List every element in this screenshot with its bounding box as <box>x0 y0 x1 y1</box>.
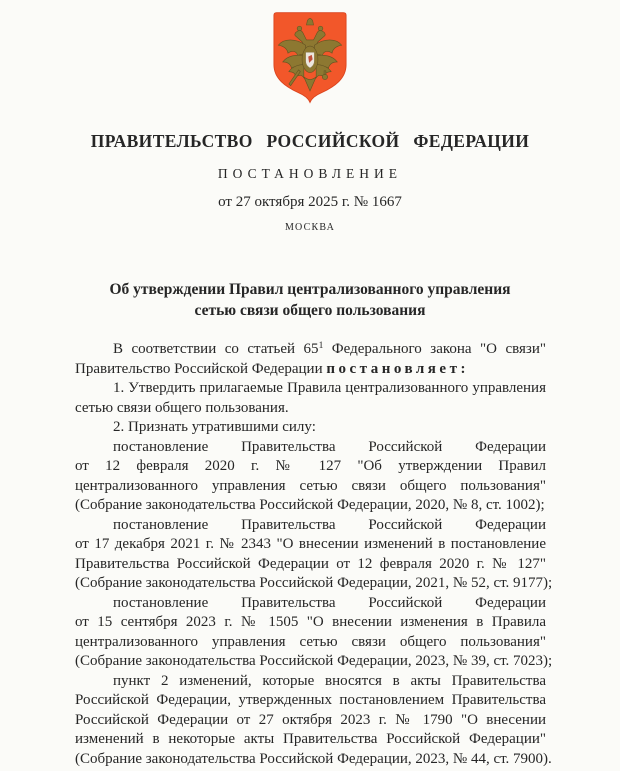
body-line <box>75 672 546 692</box>
body-text-segment: постановление Правительства Российской Федерации <box>113 594 546 611</box>
body-text-segment: постановление Правительства Российской Федерации <box>113 438 546 455</box>
body-text-segment: постановляет: <box>326 360 469 377</box>
body-text-segment: (Собрание законодательства Российской Федерации, 2021, № 52, ст. 9177); <box>75 575 553 591</box>
government-heading: ПРАВИТЕЛЬСТВО РОССИЙСКОЙ ФЕДЕРАЦИИ <box>90 131 530 151</box>
document-title <box>0 279 620 321</box>
body-line <box>75 711 546 731</box>
body-line <box>75 750 552 770</box>
body-text-segment: (Собрание законодательства Российской Федерации, 2020, № 8, ст. 1002); <box>75 497 545 513</box>
decree-document-page <box>0 10 620 771</box>
document-title-line2: сетью связи общего пользования <box>194 302 426 319</box>
body-line <box>75 379 546 399</box>
body-line <box>75 340 546 360</box>
body-text-segment: постановление Правительства Российской Федерации <box>113 516 546 533</box>
body-line <box>75 633 546 653</box>
body-line <box>75 457 546 477</box>
body-text-segment: от 15 сентября 2023 г. № 1505 "О внесении изменения в Правила <box>75 614 546 630</box>
body-text-segment: 1. Утвердить прилагаемые Правила централизованного управления <box>113 380 546 396</box>
body-line <box>75 438 546 458</box>
body-line <box>75 613 546 633</box>
body-text-segment: пункт 2 изменений, которые вносятся в акты Правительства <box>113 672 546 689</box>
body-text-segment: (Собрание законодательства Российской Федерации, 2023, № 44, ст. 7900). <box>75 750 552 767</box>
body-line <box>75 574 553 594</box>
document-type-heading: ПОСТАНОВЛЕНИЕ <box>217 166 403 181</box>
body-text-segment: 2. Признать утратившими силу: <box>113 419 316 435</box>
body-line <box>75 594 546 614</box>
date-and-number: от 27 октября 2025 г. № 1667 <box>218 194 402 210</box>
body-line <box>75 516 546 536</box>
body-text-segment: от 12 февраля 2020 г. № 127 "Об утверждении Правил <box>75 458 546 474</box>
body-line <box>75 555 546 575</box>
body-text-segment: Федерального закона "О связи" <box>323 341 546 357</box>
body-line <box>75 730 546 750</box>
coat-of-arms-icon <box>266 10 354 106</box>
body-line <box>75 418 546 438</box>
body-text-segment: В соответствии со статьей 65 <box>113 341 319 357</box>
body-line <box>75 535 546 555</box>
body-line <box>75 477 546 497</box>
body-line <box>75 652 553 672</box>
body-text-segment: централизованного управления сетью связи общего пользования" <box>75 633 546 650</box>
body-line <box>75 691 546 711</box>
superscript-note: 1 <box>318 341 324 351</box>
body-text-segment: (Собрание законодательства Российской Федерации, 2023, № 39, ст. 7023); <box>75 653 553 669</box>
document-body <box>75 340 553 769</box>
city-label: МОСКВА <box>284 222 336 233</box>
body-line <box>75 496 546 516</box>
document-title-line1: Об утверждении Правил централизованного управления <box>109 281 511 298</box>
body-text-segment: Правительства Российской Федерации от 12 февраля 2020 г. № 127" <box>75 555 546 572</box>
body-text-segment: Российской Федерации, утвержденных постановлением Правительства <box>75 692 546 708</box>
body-text-segment: изменений в некоторые акты Правительства Российской Федерации" <box>75 731 546 747</box>
body-line <box>75 360 546 380</box>
body-text-segment: централизованного управления сетью связи общего пользования" <box>75 477 546 494</box>
body-text-segment: от 17 декабря 2021 г. № 2343 "О внесении изменений в постановление <box>75 536 546 552</box>
body-text-segment: сетью связи общего пользования. <box>75 399 289 416</box>
body-text-segment: Российской Федерации от 27 октября 2023 г. № 1790 "О внесении <box>75 711 546 728</box>
body-line <box>75 399 546 419</box>
body-text-segment: Правительство Российской Федерации <box>75 360 327 377</box>
